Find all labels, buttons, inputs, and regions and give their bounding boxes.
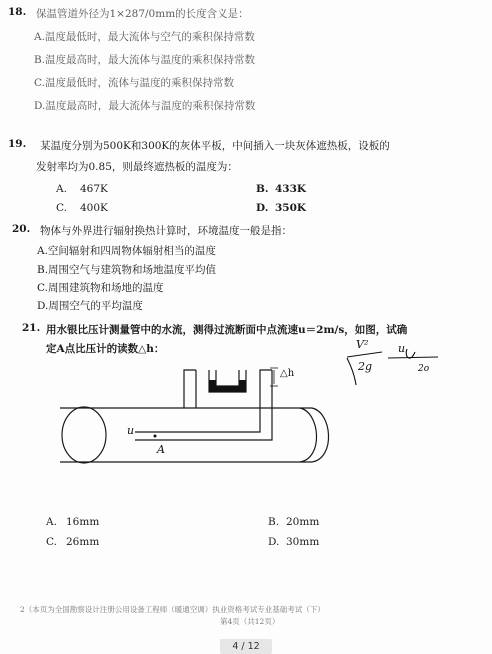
q20-number: 20. bbox=[12, 223, 31, 235]
q21-option-b-label: B. bbox=[268, 516, 280, 528]
q18-number: 18. bbox=[8, 6, 27, 18]
q18-stem: 保温管道外径为1×287/0mm的长度含义是： bbox=[36, 8, 249, 20]
q18-option-d: D.温度最高时，最大流体与温度的乘积保持常数 bbox=[34, 100, 256, 112]
q21-stem-line1: 用水银比压计测量管中的水流，测得过流断面中点流速u＝2m/s，如图，试确 bbox=[46, 324, 408, 336]
diagram-label-dh: △h bbox=[280, 368, 295, 379]
handwriting-bottom: 2g bbox=[358, 360, 373, 373]
q19-option-a-label: A. bbox=[56, 183, 67, 195]
handwriting-right: u bbox=[398, 342, 406, 355]
q21-number: 21. bbox=[22, 322, 41, 334]
q21-option-b: 20mm bbox=[286, 516, 320, 528]
handwriting-right-sub: 2o bbox=[418, 364, 430, 374]
q19-option-b-label: B. bbox=[256, 183, 269, 195]
diagram-label-u: u bbox=[127, 424, 135, 437]
q19-stem-line2: 发射率均为0.85，则最终遮热板的温度为： bbox=[36, 161, 238, 173]
q21-option-c-label: C. bbox=[46, 536, 57, 548]
handwriting-top: V² bbox=[356, 338, 369, 351]
q20-option-a: A.空间辐射和四周物体辐射相当的温度 bbox=[37, 245, 216, 257]
q21-option-c: 26mm bbox=[66, 536, 100, 548]
q19-option-c: 400K bbox=[80, 202, 108, 214]
q19-option-d: 350K bbox=[275, 202, 307, 214]
diagram-label-a: A bbox=[157, 443, 165, 456]
q20-stem: 物体与外界进行辐射换热计算时，环境温度一般是指： bbox=[40, 225, 292, 237]
page-footer-line2: 第4页（共12页） bbox=[220, 617, 280, 626]
page-indicator: 4 / 12 bbox=[220, 639, 272, 654]
q19-number: 19. bbox=[8, 138, 27, 150]
q21-option-a: 16mm bbox=[66, 516, 100, 528]
q19-stem-line1: 某温度分别为500K和300K的灰体平板，中间插入一块灰体遮热板，设板的 bbox=[40, 140, 390, 152]
page-footer-line1: 2（本页为全国勘察设计注册公用设备工程师（暖通空调）执业资格考试专业基础考试（下） bbox=[20, 605, 325, 614]
q19-option-a: 467K bbox=[80, 183, 108, 195]
q20-option-b: B.周围空气与建筑物和场地温度平均值 bbox=[37, 264, 217, 276]
q18-option-c: C.温度最低时，流体与温度的乘积保持常数 bbox=[34, 77, 234, 89]
q19-option-b: 433K bbox=[275, 183, 307, 195]
q19-option-c-label: C. bbox=[56, 202, 67, 214]
q21-option-d-label: D. bbox=[268, 536, 280, 548]
q21-option-a-label: A. bbox=[46, 516, 57, 528]
q20-option-c: C.周围建筑物和场地的温度 bbox=[37, 282, 164, 294]
q19-option-d-label: D. bbox=[256, 202, 269, 214]
q21-option-d: 30mm bbox=[286, 536, 320, 548]
q18-option-a: A.温度最低时，最大流体与空气的乘积保持常数 bbox=[34, 31, 255, 43]
q20-option-d: D.周围空气的平均温度 bbox=[37, 300, 143, 312]
q18-option-b: B.温度最高时，最大流体与温度的乘积保持常数 bbox=[34, 54, 256, 66]
q21-stem-line2: 定A点比压计的读数△h： bbox=[46, 343, 165, 355]
